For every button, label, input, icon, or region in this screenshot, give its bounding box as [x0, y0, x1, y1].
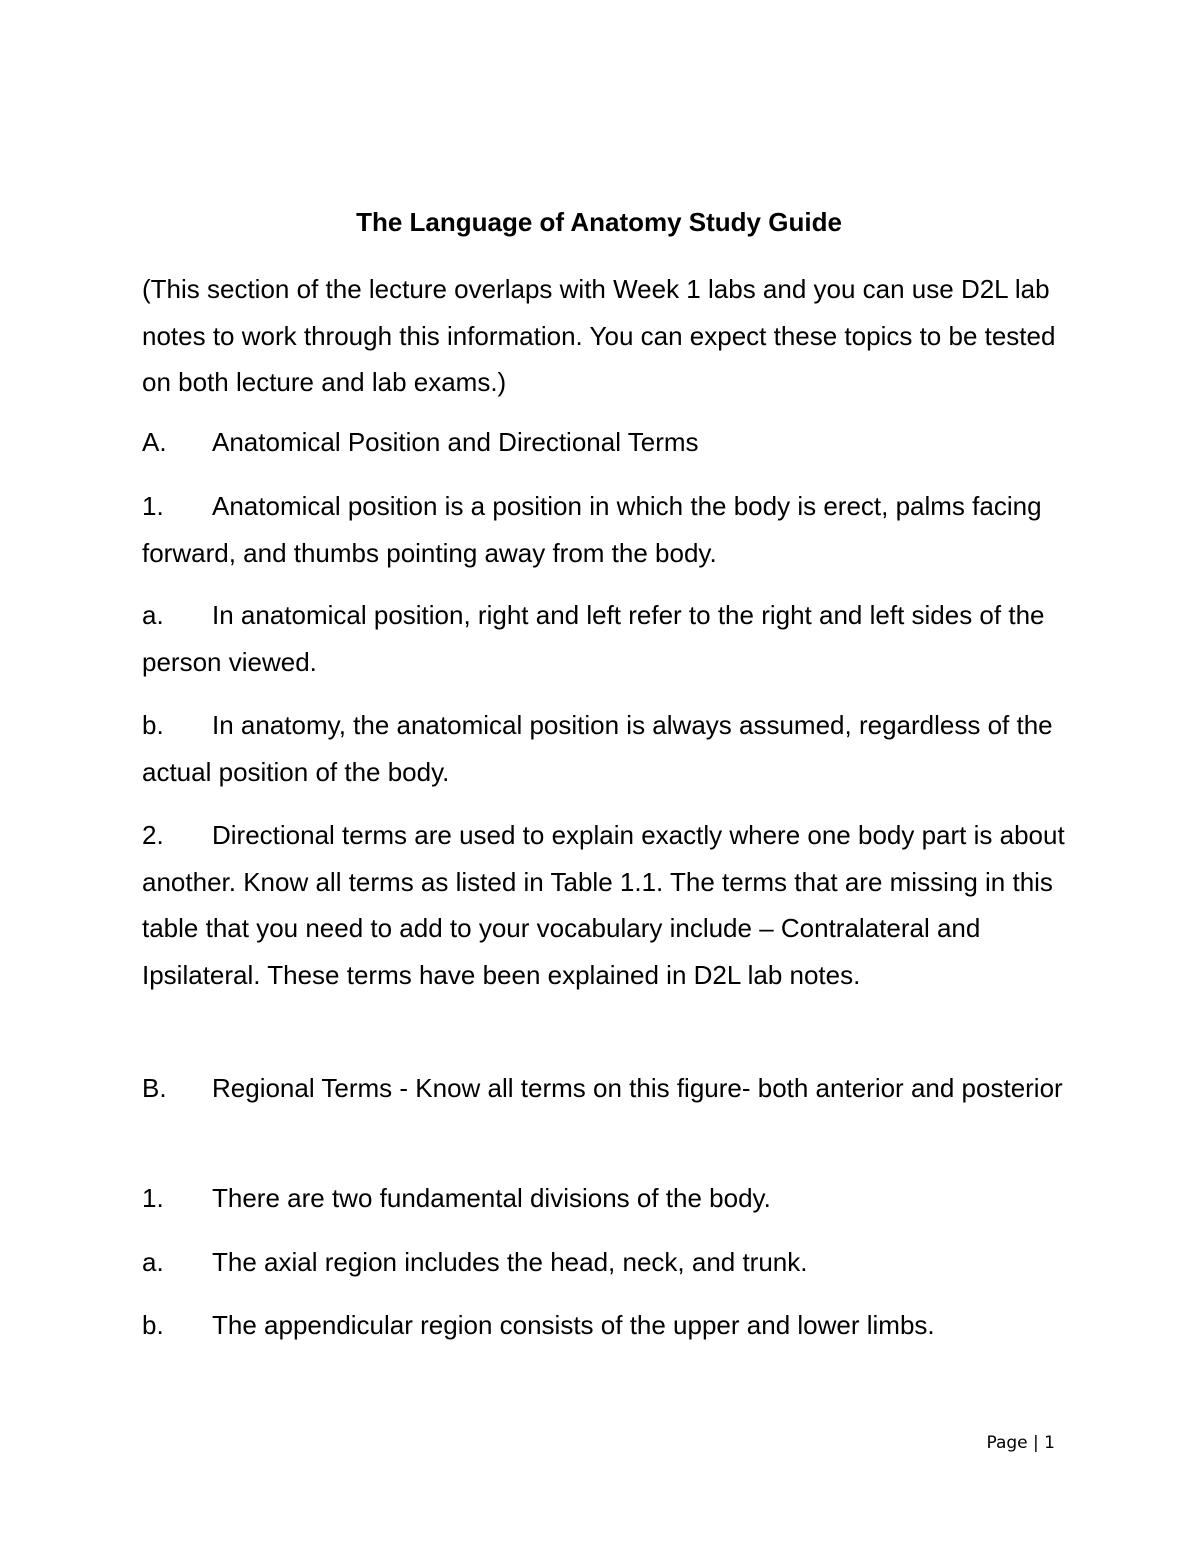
item-marker: 2.	[142, 820, 164, 850]
item-marker: a.	[142, 600, 164, 630]
page-number: Page | 1	[986, 1433, 1055, 1453]
section-text: Anatomical Position and Directional Terms	[212, 427, 699, 457]
item-marker: b.	[142, 1310, 164, 1340]
document-title: The Language of Anatomy Study Guide	[356, 207, 842, 237]
item-b1-paragraph	[142, 1175, 1072, 1222]
item-marker: 1.	[142, 491, 164, 521]
section-marker: B.	[142, 1073, 167, 1103]
item-text: In anatomy, the anatomical position is always assumed, regardless of the actual position of the body.	[142, 710, 1053, 787]
section-a-heading	[142, 419, 1072, 466]
item-b1a-paragraph	[142, 1239, 1072, 1286]
section-marker: A.	[142, 427, 167, 457]
item-text: Anatomical position is a position in which the body is erect, palms facing forward, and thumbs pointing away from the body.	[142, 491, 1042, 568]
item-marker: b.	[142, 710, 164, 740]
item-text: Directional terms are used to explain exactly where one body part is about another. Know all terms as listed in Table 1.1. The terms that are missing in this table that you need to add to your vocabulary include – Contralateral and Ipsilateral. These terms have been explained in D2L lab notes.	[142, 820, 1065, 990]
item-text: The axial region includes the head, neck, and trunk.	[212, 1247, 808, 1277]
item-text: There are two fundamental divisions of the body.	[212, 1183, 771, 1213]
item-1b-paragraph	[142, 702, 1072, 795]
section-b-heading	[142, 1065, 1072, 1112]
item-b1b-paragraph	[142, 1302, 1072, 1349]
item-text: In anatomical position, right and left refer to the right and left sides of the person viewed.	[142, 600, 1045, 677]
item-marker: 1.	[142, 1183, 164, 1213]
item-2-paragraph	[142, 812, 1072, 998]
item-text: The appendicular region consists of the upper and lower limbs.	[212, 1310, 935, 1340]
item-marker: a.	[142, 1247, 164, 1277]
item-1-paragraph	[142, 483, 1072, 576]
intro-paragraph: (This section of the lecture overlaps with Week 1 labs and you can use D2L lab notes to work through this information. You can expect these topics to be tested on both lecture and lab exams.)	[142, 274, 1056, 397]
item-1a-paragraph	[142, 592, 1072, 685]
section-text: Regional Terms - Know all terms on this figure- both anterior and posterior	[212, 1073, 1063, 1103]
